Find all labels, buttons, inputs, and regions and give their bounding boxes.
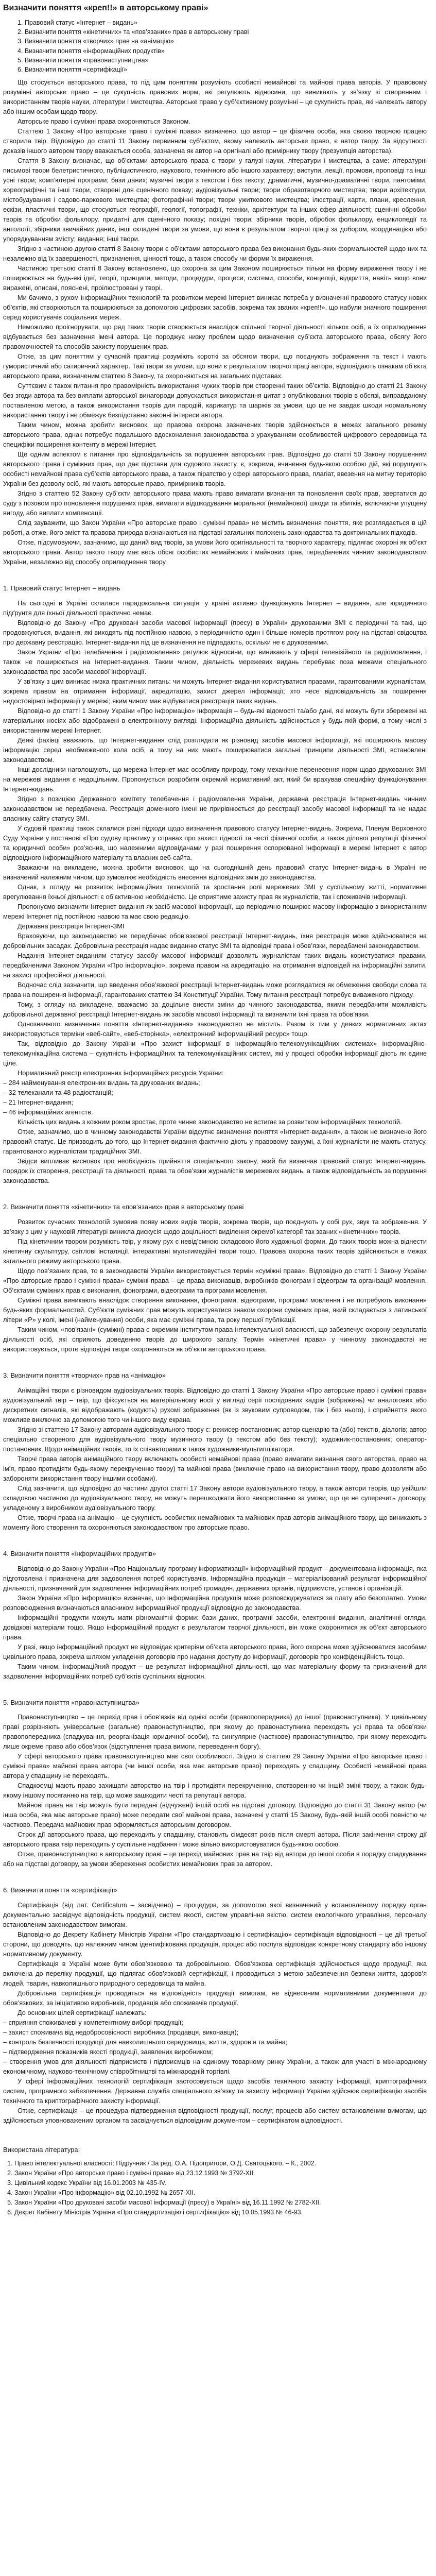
paragraph: Таким чином, можна зробити висновок, що правова охорона зазначених творів здійснюється в межах загального режиму авторського права, однак потребує подальшого вдосконалення законодавства з урахуванням особливостей цифрового середовища та специфіки поширення контенту в мережі Інтернет. [3, 420, 427, 448]
paragraph: Тому, з огляду на викладене, вважаємо за доцільне внести зміни до чинного законодавства, якими передбачити можливість добровільної державної реєстрації Інтернет-видань як засобів масової інформації та визначити їхні права та обов’язки. [3, 1000, 427, 1018]
paragraph: Щодо пов’язаних прав, то в законодавстві України використовується термін «суміжні права». Відповідно до статті 1 Закону України «Про авторське право і суміжні права» суміжні права – це права виконавців, виробників фонограм і відеограм та організацій мовлення. Об’єктами суміжних прав є виконання, фонограми, відеограми та програми мовлення. [3, 1266, 427, 1294]
paragraph: Однозначного визначення поняття «Інтернет-видання» законодавство не містить. Разом із тим у деяких нормативних актах використовуються терміни «веб-сайт», «веб-сторінка», «електронний інформаційний ресурс» тощо. [3, 1020, 427, 1038]
toc-item: 5. Визначити поняття «правонаступництва» [18, 56, 149, 64]
paragraph: Згідно з позицією Державного комітету телебачення і радіомовлення України, державна реєстрація Інтернет-видань чинним законодавством не передбачена. Реєстрація доменного імені не прирівнюється до реєстрації засобу масової інформації та не надає власнику сайту статусу ЗМІ. [3, 794, 427, 822]
paragraph: Сертифікація (від лат. Certificatum – засвідчено) – процедура, за допомогою якої визначений у встановленому порядку орган документально засвідчує відповідність продукції, систем якості, систем управління якістю, систем екологічного управління, персоналу встановленим законодавством вимогам. [3, 1901, 427, 1929]
literature-item: 6. Декрет Кабінету Міністрів України «Про стандартизацію і сертифікацію» від 10.05.1993 № 46-93. [14, 2208, 427, 2217]
paragraph: Під кінетичним твором розуміють твір, у якому рух є невід’ємною складовою його художньої форми. До таких творів можна віднести кінетичну скульптуру, світлові інсталяції, інтерактивні мультимедійні твори тощо. Правова охорона таких творів здійснюється в межах загального режиму авторського права. [3, 1237, 427, 1265]
section [3, 584, 427, 1195]
paragraph: Зважаючи на викладене, можна зробити висновок, що на сьогоднішній день правовий статус Інтернет-видань в Україні не визначений належним чином, що зумовлює необхідність внесення відповідних змін до законодавства. [3, 863, 427, 881]
literature-list [3, 2159, 427, 2217]
paragraph: Закон України «Про інформацію» визначає, що інформаційна продукція може розповсюджуватися за плату або безоплатно. Умови розповсюдження визначаються власником інформаційної продукції відповідно до законодавства. [3, 1594, 427, 1612]
paragraph: Таким чином, «пов’язані» (суміжні) права є окремим інститутом права інтелектуальної власності, що забезпечує охорону результатів діяльності осіб, які сприяють доведенню творів до широкого загалу. Термін «кінетичні права» у чинному законодавстві не використовується, проте відповідні твори охороняються як об’єкти авторського права. [3, 1325, 427, 1353]
paragraph: Суттєвим є також питання про правомірність використання чужих творів при створенні таких об’єктів. Відповідно до статті 21 Закону без згоди автора та без виплати авторської винагороди допускається використання цитат з опублікованих творів в обсязі, виправданому поставленою метою, а також використання творів для пародій, карикатур та шаржів за умови, що це не завдає шкоди нормальному використанню твору і не обмежує безпідставно законні інтереси автора. [3, 381, 427, 419]
paragraph: Слід зауважити, що Закон України «Про авторське право і суміжні права» не містить визначення поняття, яке розглядається в цій роботі, а отже, його зміст та правова природа визначаються на підставі загальних положень законодавства та доктринальних підходів. [3, 518, 427, 536]
paragraph: Ще одним аспектом є питання про відповідальність за порушення авторських прав. Відповідно до статті 50 Закону порушенням авторського права і суміжних прав, що дає підстави для судового захисту, є, зокрема, вчинення будь-якою особою дій, які порушують особисті немайнові права суб’єктів авторського права, а також піратство у сфері авторського права, плагіат, ввезення на митну територію України без дозволу осіб, які мають авторське право, примірників творів. [3, 450, 427, 487]
paragraph: У зв’язку з цим виникає низка практичних питань: чи можуть Інтернет-видання користуватися правами, гарантованими журналістам, зокрема правом на отримання інформації, акредитацію, захист джерел інформації; хто несе відповідальність за поширення недостовірної інформації у мережі; яким чином має відбуватися реєстрація таких видань. [3, 677, 427, 705]
paragraph: – 32 телеканали та 48 радіостанцій; [3, 1088, 113, 1096]
paragraph: Сертифікація в Україні може бути обов’язковою та добровільною. Обов’язкова сертифікація здійснюється щодо продукції, яка включена до переліку продукції, що підлягає обов’язковій сертифікації, і проводиться з метою забезпечення безпеки життя, здоров’я людей, тварин, навколишнього природного середовища та майна. [3, 1960, 427, 1988]
paragraph: Так, відповідно до Закону України «Про захист інформації в інформаційно-телекомунікаційних системах» інформаційно-телекомунікаційна система – сукупність інформаційних та телекомунікаційних систем, які у процесі обробки інформації діють як єдине ціле. [3, 1039, 427, 1067]
paragraph: Згідно з статтею 52 Закону суб’єкти авторського права мають право вимагати визнання та поновлення своїх прав, звертатися до суду з позовом про поновлення порушених прав, вимагати відшкодування моральної (немайнової) шкоди та збитків, включаючи упущену вигоду, або виплати компенсації. [3, 489, 427, 517]
paragraph: У судовій практиці також склалися різні підходи щодо визначення правового статусу Інтернет-видань. Зокрема, Пленум Верховного Суду України у постанові «Про судову практику у справах про захист гідності та честі фізичної особи, а також ділової репутації фізичної та юридичної особи» роз’яснив, що належними відповідачами у разі поширення оспорюваної інформації в мережі Інтернет є автор відповідного інформаційного матеріалу та власник веб-сайта. [3, 824, 427, 861]
paragraph: Згідно з частиною другою статті 8 Закону твори є об’єктами авторського права без виконання будь-яких формальностей щодо них та незалежно від їх завершеності, призначення, цінності тощо, а також способу чи форми їх вираження. [3, 244, 427, 262]
toc-item: 3. Визначити поняття «творчих» прав на «анімацію» [18, 38, 174, 45]
paragraph: Суміжні права виникають внаслідок створення виконання, фонограми, відеограми, програми мовлення і не потребують виконання будь-яких формальностей. Суб’єкти суміжних прав можуть користуватися знаком охорони суміжних прав, який складається з латинської літери «P» у колі, імені (найменування) особи, яка має суміжні права, та року першої публікації. [3, 1296, 427, 1324]
paragraph: – контроль безпечності продукції для навколишнього середовища, життя, здоров’я та майна; [3, 2038, 288, 2046]
section [3, 1371, 427, 1541]
paragraph: Статтею 1 Закону «Про авторське право і суміжні права» визначено, що автор – це фізична особа, яка своєю творчою працею створила твір. Відповідно до статті 11 Закону первинним суб’єктом, якому належить авторське право, є автор твору. За відсутності доказів іншого автором твору вважається особа, зазначена як автор на оригіналі або примірнику твору (презумпція авторства). [3, 127, 427, 155]
paragraph: Таким чином, інформаційний продукт – це результат інформаційної діяльності, що має матеріальну форму та призначений для задоволення інформаційних потреб суб’єктів суспільних відносин. [3, 1662, 427, 1680]
section-heading: 5. Визначити поняття «правонаступництва» [3, 1698, 139, 1706]
literature-title: Використана література: [3, 2146, 80, 2154]
table-of-contents [3, 18, 427, 74]
paragraph: Відповідно до статті 1 Закону України «Про інформацію» інформація – будь-які відомості та/або дані, які можуть бути збережені на матеріальних носіях або відображені в електронному вигляді. Інформаційна діяльність здійснюється у будь-якій формі, в тому числі з використанням мережі Інтернет. [3, 706, 427, 734]
paragraph: Отже, творчі права на анімацію – це сукупність особистих немайнових та майнових прав авторів анімаційного твору, що виникають з моменту його створення та охороняються законодавством про авторське право. [3, 1513, 427, 1531]
paragraph: Відповідно до Декрету Кабінету Міністрів України «Про стандартизацію і сертифікацію» сертифікація відповідності – це дії третьої сторони, що доводять, що належним чином ідентифікована продукція, процес або послуга відповідає конкретному стандарту або іншому нормативному документу. [3, 1930, 427, 1958]
paragraph: Строк дії авторського права, що переходить у спадщину, становить сімдесят років після смерті автора. Після закінчення строку дії авторського права твір переходить у суспільне надбання і може вільно використовуватися будь-якою особою. [3, 1831, 427, 1849]
paragraph: Слід зазначити, що відповідно до частини другої статті 17 Закону автори аудіовізуального твору, а також автори творів, що увійшли складовою частиною до аудіовізуального твору, не можуть перешкоджати його використанню за умови, що це не суперечить договору, укладеному з виробником аудіовізуального твору. [3, 1484, 427, 1512]
paragraph: Інші дослідники наголошують, що мережа Інтернет має особливу природу, тому механічне перенесення норм щодо друкованих ЗМІ на мережеві видання є недоцільним. Пропонується розробити окремий нормативний акт, який би врахував специфіку функціонування Інтернет-видань. [3, 765, 427, 793]
paragraph: – сприяння споживачеві у компетентному виборі продукції; [3, 2019, 183, 2027]
paragraph: Авторське право і суміжні права охороняються Законом. [18, 117, 190, 125]
section [3, 1699, 427, 1878]
paragraph: Частиною третьою статті 8 Закону встановлено, що охорона за цим Законом поширюється тільки на форму вираження твору і не поширюється на будь-які ідеї, теорії, принципи, методи, процедури, процеси, системи, способи, концепції, відкриття, навіть якщо вони виражені, описані, пояснені, проілюстровані у творі. [3, 264, 427, 292]
paragraph: Отже, сертифікація – це процедура підтвердження відповідності продукції, послуг, процесів або систем встановленим вимогам, що здійснюється уповноваженим органом та засвідчується відповідним документом – сертифікатом відповідності. [3, 2107, 427, 2125]
paragraph: – підтвердження показників якості продукції, заявлених виробником; [3, 2048, 213, 2056]
paragraph: – 284 найменування електронних видань та друкованих видань; [3, 1078, 200, 1087]
section [3, 1203, 427, 1363]
paragraph: Отже, за цим поняттям у сучасній практиці розуміють короткі за обсягом твори, що поєднують зображення та текст і мають гумористичний або сатиричний характер. Такі твори за умови, що вони є результатом творчої праці автора, відповідають ознакам об’єкта авторського права, визначеним статтею 8 Закону, та охороняються на загальних підставах. [3, 352, 427, 380]
paragraph: Спадкоємці мають право захищати авторство на твір і протидіяти перекрученню, спотворенню чи іншій зміні твору, а також будь-якому іншому посяганню на твір, що може зашкодити честі та репутації автора. [3, 1782, 427, 1800]
section [3, 1550, 427, 1690]
paragraph: Отже, зазначимо, що в чинному законодавстві України відсутнє визначення поняття «Інтернет-видання», а також не визначено його правовий статус. Це призводить до того, що Інтернет-видання фактично діють у правовому вакуумі, а їхні журналісти не мають статусу, гарантованого журналістам традиційних ЗМІ. [3, 1127, 427, 1155]
section-heading: 2. Визначити поняття «кінетичних» та «пов’язаних» прав в авторському праві [3, 1202, 244, 1211]
paragraph: Нормативний реєстр електронних інформаційних ресурсів України: [18, 1069, 224, 1077]
paragraph: Враховуючи, що законодавство не передбачає обов’язкової реєстрації Інтернет-видань, їхня реєстрація може здійснюватися на добровільних засадах. Добровільна реєстрація надає виданню статус ЗМІ та відповідні права і обов’язки, передбачені законодавством. [3, 931, 427, 950]
paragraph: У разі, якщо інформаційний продукт не відповідає критеріям об’єкта авторського права, його охорона може здійснюватися засобами цивільного права, зокрема шляхом укладення договорів про надання доступу до інформації, договорів про конфіденційність тощо. [3, 1642, 427, 1660]
paragraph: Однак, з огляду на розвиток інформаційних технологій та зростання ролі мережевих ЗМІ у суспільному житті, нормативне врегулювання їхньої діяльності є об’єктивною необхідністю. Це сприятиме захисту прав як журналістів, так і споживачів інформації. [3, 883, 427, 901]
literature-item: 5. Закон України «Про друковані засоби масової інформації (пресу) в Україні» від 16.11.1992 № 2782-XII. [14, 2198, 427, 2208]
paragraph: Кількість цих видань з кожним роком зростає, проте чинне законодавство не встигає за розвитком інформаційних технологій. [18, 1117, 402, 1126]
section-heading: 4. Визначити поняття «інформаційних продуктів» [3, 1549, 156, 1557]
paragraph: Отже, правонаступництво в авторському праві – це перехід майнових прав на твір від автора до іншої особи в порядку спадкування або на підставі договору, за умови збереження особистих немайнових прав за автором. [3, 1850, 427, 1868]
paragraph: Розвиток сучасних технологій зумовив появу нових видів творів, зокрема творів, що поєднують у собі рух, звук та зображення. У зв’язку з цим у науковій літературі виникла дискусія щодо доцільності виділення окремої категорії так званих «кінетичних» творів. [3, 1217, 427, 1235]
section-heading: 1. Правовий статус Інтернет – видань [3, 584, 120, 592]
paragraph: У сфері авторського права правонаступництво має свої особливості. Згідно зі статтею 29 Закону України «Про авторське право і суміжні права» майнові права автора (чи іншої особи, яка має авторське право) переходять у спадщину. Особисті немайнові права автора у спадщину не переходять. [3, 1752, 427, 1780]
paragraph: На сьогодні в Україні склалася парадоксальна ситуація: у країні активно функціонують Інтернет – видання, але юридичного підґрунтя для їхньої діяльності практично немає. [3, 599, 427, 617]
paragraph: Отже, підсумовуючи, зазначимо, що даний вид творів, за умови його оригінальності та творчого характеру, підлягає охороні як об’єкт авторського права. Автор такого твору має весь обсяг особистих немайнових і майнових прав, передбачених чинним законодавством України, незалежно від способу оприлюднення твору. [3, 538, 427, 566]
section [3, 77, 427, 576]
document-title: Визначити поняття «креп!!» в авторському праві» [3, 4, 208, 12]
section-heading: 6. Визначити поняття «сертифікації» [3, 1886, 117, 1894]
paragraph: Ми бачимо, з рухом інформаційних технологій та розвитком мережі Інтернет виникає потреба у визначенні правового статусу нових об’єктів, які створюються та поширюються за допомогою цифрових засобів, зокрема так званих «креп!!», що набули значного поширення серед користувачів соціальних мереж. [3, 293, 427, 321]
literature-item: 1. Право інтелектуальної власності: Підручник / За ред. О.А. Підопригори, О.Д. Святоцького. – К., 2002. [14, 2159, 427, 2168]
document-body [3, 77, 427, 2134]
paragraph: Надання Інтернет-виданням статусу засобу масової інформації дозволить журналістам таких видань користуватися правами, передбаченими Законом України «Про інформацію», зокрема правом на акредитацію, на отримання відповідей на інформаційні запити, на захист професійної діяльності. [3, 951, 427, 979]
paragraph: Що стосується авторського права, то під цим поняттям розуміють особисті немайнові та майнові права авторів. У правовому розумінні авторське право – це сукупність правових норм, які регулюють відносини, що виникають у зв’язку зі створенням і використанням творів науки, літератури і мистецтва. Авторське право у суб’єктивному розумінні – це сукупність прав, які належать автору або іншим особам щодо твору. [3, 78, 427, 115]
section-heading: 3. Визначити поняття «творчих» прав на «анімацію» [3, 1371, 166, 1379]
paragraph: Відповідно до Закону України «Про Національну програму інформатизації» інформаційний продукт – документована інформація, яка підготовлена і призначена для задоволення потреб користувачів. Інформаційна продукція – матеріалізований результат інформаційної діяльності, призначений для задоволення інформаційних потреб громадян, державних органів, підприємств, установ і організацій. [3, 1564, 427, 1592]
paragraph: Відповідно до Закону «Про друковані засоби масової інформації (пресу) в Україні» друкованими ЗМІ є періодичні та такі, що продовжуються, видання, які виходять під постійною назвою, з періодичністю один і більше номерів протягом року на підставі свідоцтва про державну реєстрацію. Інтернет-видання під це визначення не підпадають, оскільки не є друкованими. [3, 618, 427, 646]
section [3, 1886, 427, 2134]
paragraph: У сфері інформаційних технологій сертифікація застосовується щодо засобів технічного захисту інформації, криптографічних систем, програмного забезпечення. Державна служба спеціального зв’язку та захисту інформації України здійснює сертифікацію засобів технічного та криптографічного захисту інформації. [3, 2077, 427, 2105]
paragraph: Анімаційні твори є різновидом аудіовізуальних творів. Відповідно до статті 1 Закону України «Про авторське право і суміжні права» аудіовізуальний твір – твір, що фіксується на матеріальному носії у вигляді серії послідовних кадрів (зображень) чи аналогових або дискретних сигналів, які відображають (кодують) рухомі зображення (як із звуковим супроводом, так і без нього), і сприйняття якого можливе виключно за допомогою того чи іншого виду екрана. [3, 1386, 427, 1423]
paragraph: – створення умов для діяльності підприємств і підприємців на єдиному товарному ринку України, а також для участі в міжнародному економічному, науково-технічному співробітництві та міжнародній торгівлі. [3, 2058, 427, 2076]
paragraph: Деякі фахівці вважають, що Інтернет-видання слід розглядати як різновид засобів масової інформації, які поширюють масову інформацію серед необмеженого кола осіб, а тому на них мають поширюватися загальні принципи діяльності ЗМІ, встановлені законодавством. [3, 736, 427, 764]
paragraph: – 21 Інтернет-видання; [3, 1098, 74, 1106]
paragraph: Закон України «Про телебачення і радіомовлення» регулює відносини, що виникають у сфері телевізійного та радіомовлення, і також не поширюється на Інтернет-видання. Таким чином, діяльність мережевих видань перебуває поза межами спеціального законодавства про засоби масової інформації. [3, 648, 427, 675]
paragraph: Стаття 8 Закону визначає, що об’єктами авторського права є твори у галузі науки, літератури і мистецтва, а саме: літературні письмові твори белетристичного, публіцистичного, наукового, технічного або іншого характеру; виступи, лекції, промови, проповіді та інші усні твори; комп’ютерні програми; бази даних; музичні твори з текстом і без тексту; драматичні, музично-драматичні твори, пантоміми, хореографічні та інші твори, створені для сценічного показу; аудіовізуальні твори; твори образотворчого мистецтва; твори архітектури, містобудування і садово-паркового мистецтва; фотографічні твори; твори ужиткового мистецтва; ілюстрації, карти, плани, креслення, ескізи, пластичні твори, що стосуються географії, геології, топографії, техніки, архітектури та інших сфер діяльності; сценічні обробки творів та обробки фольклору, придатні для сценічного показу; похідні твори; збірники творів, обробок фольклору, енциклопедії та антології, збірники звичайних даних, інші складені твори за умови, що вони є результатом творчої праці за добором, координацією або упорядкуванням змісту; видання; інші твори. [3, 156, 427, 243]
paragraph: Добровільна сертифікація проводиться на відповідність продукції вимогам, не віднесеним нормативними документами до обов’язкових, за ініціативою виробників, продавців або споживачів продукції. [3, 1989, 427, 2007]
paragraph: Звідси випливає висновок про необхідність прийняття спеціального закону, який би визначав правовий статус Інтернет-видань, порядок їх створення, реєстрації та діяльності, права та обов’язки журналістів мережевих видань, а також відповідальність за порушення законодавства. [3, 1157, 427, 1184]
paragraph: – 46 інформаційних агентств. [3, 1108, 93, 1116]
literature-item: 4. Закон України «Про інформацію» від 02.10.1992 № 2657-XII. [14, 2188, 427, 2198]
paragraph: – захист споживача від недобросовісності виробника (продавця, виконавця); [3, 2028, 239, 2037]
paragraph: Правонаступництво – це перехід прав і обов’язків від однієї особи (правопопередника) до іншої (правонаступника). У цивільному праві розрізняють універсальне (загальне) правонаступництво, при якому до правонаступника переходять усі права та обов’язки правопопередника (спадкування, реорганізація юридичної особи), та сингулярне (часткове) правонаступництво, при якому переходить лише окреме право або обов’язок (відступлення права вимоги, переведення боргу). [3, 1713, 427, 1751]
paragraph: Державна реєстрація Інтернет-ЗМІ [18, 922, 125, 930]
literature-item: 3. Цивільний кодекс України від 16.01.2003 № 435-IV. [14, 2178, 427, 2188]
paragraph: Майнові права на твір можуть бути передані (відчужені) іншій особі на підставі договору. Відповідно до статті 31 Закону автор (чи інша особа, яка має авторське право) може передати свої майнові права, зазначені у статті 15 Закону, будь-якій іншій особі повністю чи частково. Передача майнових прав оформляється авторським договором. [3, 1801, 427, 1829]
paragraph: Інформаційні продукти можуть мати різноманітні форми: бази даних, програмні засоби, електронні видання, аналітичні огляди, довідкові матеріали тощо. Якщо інформаційний продукт є результатом творчої діяльності, він може охоронятися як об’єкт авторського права. [3, 1613, 427, 1641]
paragraph: Згідно зі статтею 17 Закону авторами аудіовізуального твору є: режисер-постановник; автор сценарію та (або) текстів, діалогів; автор спеціально створеного для аудіовізуального твору музичного твору (з текстом або без тексту); художник-постановник; оператор-постановник. Щодо анімаційних творів, то їх співавторами є також художники-мультиплікатори. [3, 1425, 427, 1453]
toc-item: 4. Визначити поняття «інформаційних продуктів» [18, 47, 165, 55]
literature-item: 2. Закон України «Про авторське право і суміжні права» від 23.12.1993 № 3792-XII. [14, 2168, 427, 2178]
toc-item: 1. Правовий статус «Інтернет – видань» [18, 19, 137, 27]
paragraph: Творчі права авторів анімаційного твору включають особисті немайнові права (право вимагати визнання свого авторства, право на ім’я, право протидіяти будь-якому перекрученню твору) та майнові права (виключне право на використання твору, право дозволяти або забороняти використання твору іншими особами). [3, 1454, 427, 1482]
paragraph: Неможливо проігнорувати, що ряд таких творів створюється внаслідок спільної творчої діяльності кількох осіб, а їх оприлюднення відбувається без зазначення імені автора. Це породжує низку проблем щодо визначення суб’єкта авторського права, обсягу його правомочностей та способів захисту порушених прав. [3, 323, 427, 350]
paragraph: До основних цілей сертифікації належать: [18, 2009, 147, 2017]
paragraph: Водночас слід зазначити, що введення обов’язкової реєстрації Інтернет-видань може розглядатися як обмеження свободи слова та права на поширення інформації, гарантованих статтею 34 Конституції України. Тому питання реєстрації потребує виваженого підходу. [3, 980, 427, 998]
toc-item: 2. Визначити поняття «кінетичних» та «пов’язаних» прав в авторському праві [18, 28, 249, 36]
paragraph: Пропонуємо визначити Інтернет-видання як засіб масової інформації, що періодично поширює масову інформацію з використанням мережі Інтернет під постійною назвою та має свою редакцію. [3, 902, 427, 920]
toc-item: 6. Визначити поняття «сертифікації» [18, 65, 127, 73]
